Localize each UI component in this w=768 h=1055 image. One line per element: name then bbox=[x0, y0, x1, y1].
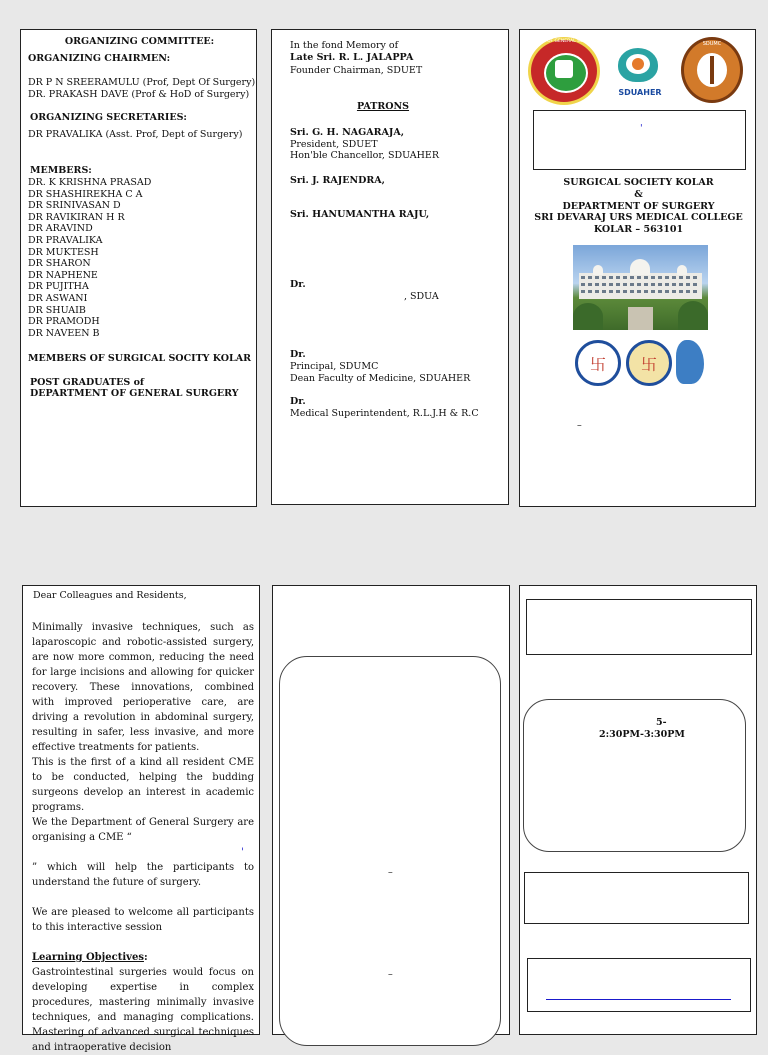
middle-dash-1: – bbox=[388, 867, 393, 878]
patron-6-name: Dr. bbox=[290, 396, 306, 407]
cover-panel bbox=[519, 29, 756, 507]
org-line-2: DEPARTMENT OF SURGERY bbox=[562, 201, 715, 212]
member-item: DR ASWANI bbox=[28, 292, 88, 304]
patrons-heading: PATRONS bbox=[356, 101, 410, 112]
member-item: DR MUKTESH bbox=[28, 246, 99, 258]
society-seal-1 bbox=[575, 340, 621, 386]
letter-paragraph-1: Minimally invasive techniques, such as laparoscopic and robotic-assisted surgery, are now more common, reducing the need for large incisions and allowing for quicker recovery. These innovations, combined with improved perioperative care, are driving a revolution in abdominal surgery, resulting in safer, less invasive, and more effective treatments for patients. bbox=[32, 622, 254, 753]
contact-box bbox=[527, 958, 751, 1012]
member-item: DR NAPHENE bbox=[28, 269, 98, 281]
cme-title-mark: ' bbox=[640, 123, 643, 134]
org-line-3: SRI DEVARAJ URS MEDICAL COLLEGE bbox=[534, 212, 743, 223]
member-item: DR RAVIKIRAN H R bbox=[28, 211, 125, 223]
date-number: 5- bbox=[656, 717, 667, 728]
committee-panel bbox=[20, 29, 257, 507]
dept-surgery-logo bbox=[528, 37, 600, 105]
secretaries-heading: ORGANIZING SECRETARIES: bbox=[30, 112, 187, 123]
member-item: DR SHASHIREKHA C A bbox=[28, 188, 143, 200]
member-item: DR SRINIVASAN D bbox=[28, 200, 121, 212]
patron-1-name: Sri. G. H. NAGARAJA, bbox=[290, 127, 405, 138]
surgical-society-members: MEMBERS OF SURGICAL SOCITY KOLAR bbox=[28, 353, 251, 364]
pg-line-1: POST GRADUATES of bbox=[30, 377, 145, 388]
letter-paragraph-3-mark: ' bbox=[241, 847, 244, 858]
sdumc-logo-text: SDUMC bbox=[702, 41, 722, 47]
learning-objectives-colon: : bbox=[143, 952, 148, 963]
patrons-panel bbox=[271, 29, 509, 505]
org-ampersand: & bbox=[634, 189, 643, 200]
secretary-1: DR PRAVALIKA (Asst. Prof, Dept of Surgery) bbox=[28, 129, 243, 140]
patron-5-role-1: Principal, SDUMC bbox=[290, 361, 379, 372]
patron-1-role-2: Hon'ble Chancellor, SDUAHER bbox=[290, 150, 440, 161]
patron-1-role-1: President, SDUET bbox=[290, 139, 378, 150]
society-seal-2 bbox=[626, 340, 672, 386]
learning-objectives-heading bbox=[32, 950, 254, 965]
org-line-4: KOLAR – 563101 bbox=[593, 224, 684, 235]
learning-objectives-label: Learning Objectives bbox=[32, 952, 144, 963]
sduaher-logo-text: SDUAHER bbox=[618, 88, 662, 97]
speaker-box bbox=[279, 656, 501, 1046]
chairmen-heading: ORGANIZING CHAIRMEN: bbox=[28, 53, 171, 64]
chairman-1: DR P N SREERAMULU (Prof, Dept Of Surgery) bbox=[28, 77, 256, 88]
letter-paragraph-4: We are pleased to welcome all participants to this interactive session bbox=[32, 907, 254, 933]
learning-objectives-text: Gastrointestinal surgeries would focus on developing expertise in complex procedures, mastering minimally invasive techniques, and managing complications. Mastering of advanced surgical techniques and intraoperative decision bbox=[32, 967, 254, 1053]
venue-box bbox=[526, 599, 752, 655]
patron-2-name: Sri. J. RAJENDRA, bbox=[290, 175, 385, 186]
cover-dash: – bbox=[577, 420, 582, 431]
middle-panel bbox=[272, 585, 510, 1035]
members-heading: MEMBERS: bbox=[30, 165, 92, 176]
patron-3-name: Sri. HANUMANTHA RAJU, bbox=[290, 209, 430, 220]
contact-link-line[interactable] bbox=[546, 999, 731, 1000]
middle-dash-2: – bbox=[388, 969, 393, 980]
patron-4-name: Dr. bbox=[290, 279, 306, 290]
swastika-icon: 卐 bbox=[640, 354, 657, 374]
org-line-1: SURGICAL SOCIETY KOLAR bbox=[563, 177, 714, 188]
member-item: DR NAVEEN B bbox=[28, 327, 100, 339]
sduaher-logo bbox=[606, 36, 674, 106]
committee-heading: ORGANIZING COMMITTEE: bbox=[64, 36, 215, 47]
college-building-photo bbox=[573, 245, 708, 330]
member-item: DR SHARON bbox=[28, 258, 91, 270]
cme-title-box bbox=[533, 110, 746, 170]
karnataka-map-icon bbox=[676, 340, 704, 384]
member-item: DR PRAVALIKA bbox=[28, 234, 103, 246]
registration-box bbox=[524, 872, 749, 924]
members-list bbox=[28, 177, 151, 339]
member-item: DR PRAMODH bbox=[28, 316, 100, 328]
patron-6-role: Medical Superintendent, R.L.J.H & R.C bbox=[290, 408, 479, 419]
swastika-icon: 卐 bbox=[589, 354, 606, 374]
memory-name: Late Sri. R. L. JALAPPA bbox=[290, 52, 414, 63]
patron-5-name: Dr. bbox=[290, 349, 306, 360]
dept-surgery-logo-text: DEPT OF GENERAL SURGERY bbox=[533, 39, 599, 44]
member-item: DR. K KRISHNA PRASAD bbox=[28, 177, 152, 188]
member-item: DR PUJITHA bbox=[28, 281, 89, 293]
patron-5-role-2: Dean Faculty of Medicine, SDUAHER bbox=[290, 373, 471, 384]
memory-role: Founder Chairman, SDUET bbox=[290, 65, 423, 76]
letter-body bbox=[32, 620, 254, 1055]
chairman-2: DR. PRAKASH DAVE (Prof & HoD of Surgery) bbox=[28, 89, 250, 100]
letter-panel bbox=[22, 585, 260, 1053]
pg-line-2: DEPARTMENT OF GENERAL SURGERY bbox=[30, 388, 239, 399]
member-item: DR ARAVIND bbox=[28, 223, 93, 235]
sdumc-logo bbox=[681, 37, 743, 103]
details-panel bbox=[519, 585, 757, 1035]
memory-line: In the fond Memory of bbox=[290, 40, 399, 51]
patron-4-role: , SDUA bbox=[404, 291, 439, 302]
letter-paragraph-3a: We the Department of General Surgery are organising a CME “ bbox=[32, 817, 254, 843]
letter-paragraph-2: This is the first of a kind all resident CME to be conducted, helping the budding surgeons develop an interest in academic programs. bbox=[32, 757, 254, 813]
letter-paragraph-3b: ” which will help the participants to understand the future of surgery. bbox=[32, 862, 254, 888]
session-time: 2:30PM-3:30PM bbox=[599, 729, 685, 740]
member-item: DR SHUAIB bbox=[28, 304, 86, 316]
date-time-box bbox=[523, 699, 746, 852]
letter-salutation: Dear Colleagues and Residents, bbox=[33, 590, 187, 601]
